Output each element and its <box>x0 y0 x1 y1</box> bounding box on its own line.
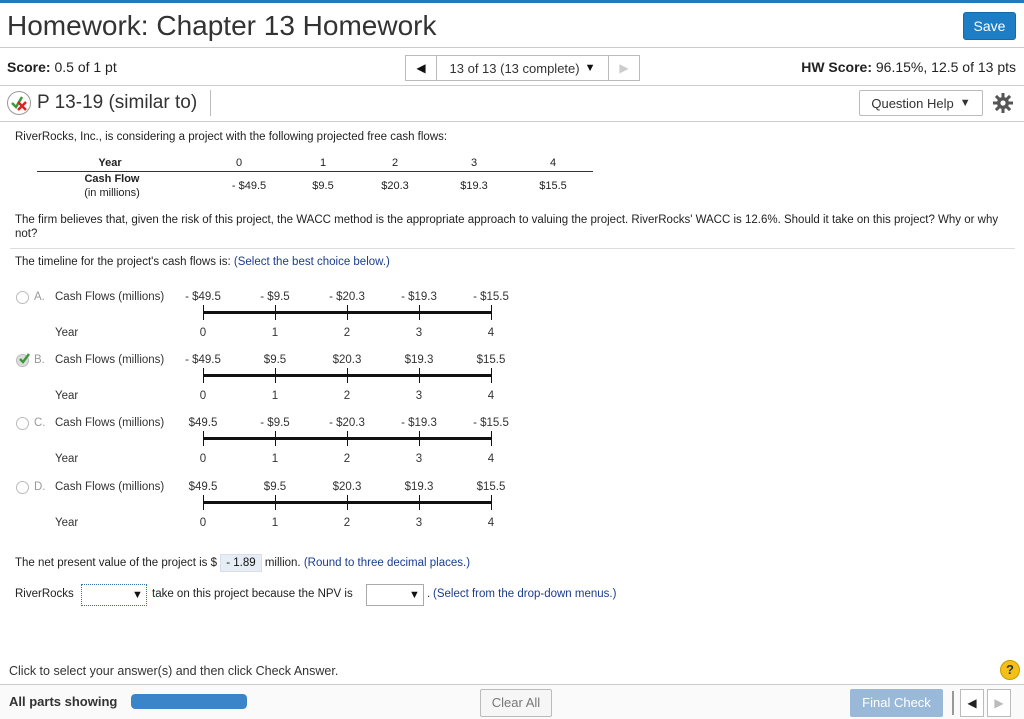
timeline-value: $15.5 <box>476 481 506 493</box>
chevron-down-icon: ▼ <box>584 62 596 74</box>
timeline-value: - $19.3 <box>401 291 437 303</box>
page-title: Homework: Chapter 13 Homework <box>7 10 437 41</box>
divider <box>0 47 1024 48</box>
table-rule <box>37 171 593 172</box>
timeline-value: $20.3 <box>332 354 362 366</box>
hw-score <box>801 59 1016 75</box>
timeline-tick <box>275 495 276 510</box>
timeline-prompt-text: The timeline for the project's cash flows is: <box>15 256 231 268</box>
decision-period: . <box>427 588 431 600</box>
table-cash-flow: - $49.5 <box>231 180 267 192</box>
question-nav <box>405 55 640 81</box>
timeline-tick <box>203 305 204 320</box>
question-title: P 13-19 (similar to) <box>37 92 198 113</box>
timeline-value: - $49.5 <box>185 291 221 303</box>
footer-instruction: Click to select your answer(s) and then click Check Answer. <box>9 664 339 678</box>
next-part-button[interactable]: ▶ <box>987 689 1011 717</box>
table-year: 1 <box>319 157 327 169</box>
timeline-tick <box>491 431 492 446</box>
timeline-tick <box>275 431 276 446</box>
npv-hint: (Round to three decimal places.) <box>303 557 471 569</box>
question-help-label: Question Help <box>871 95 954 111</box>
timeline-value: - $9.5 <box>260 417 290 429</box>
timeline-tick <box>203 368 204 383</box>
final-check-button[interactable]: Final Check <box>850 689 943 717</box>
table-year: 2 <box>391 157 399 169</box>
cash-flows-label: Cash Flows (millions) <box>55 291 165 303</box>
radio-button[interactable] <box>16 291 29 304</box>
save-button[interactable]: Save <box>963 12 1016 40</box>
dropdown-arrow-icon: ▼ <box>409 589 420 601</box>
cash-flows-label: Cash Flows (millions) <box>55 354 165 366</box>
option-letter: D. <box>34 481 46 493</box>
question-selector-label: 13 of 13 (13 complete) <box>449 60 580 76</box>
npv-line <box>15 554 470 572</box>
timeline-year: 3 <box>415 453 423 465</box>
decision-prefix: RiverRocks <box>15 588 74 600</box>
npv-answer-box[interactable]: - 1.89 <box>220 554 261 572</box>
timeline-year: 4 <box>487 517 495 529</box>
timeline-tick <box>491 368 492 383</box>
prev-question-button[interactable]: ◀ <box>405 55 437 81</box>
timeline-value: - $20.3 <box>329 291 365 303</box>
timeline-value: - $15.5 <box>473 417 509 429</box>
progress-bar <box>131 694 247 709</box>
question-intro: RiverRocks, Inc., is considering a project with the following projected free cash flows: <box>15 131 448 143</box>
timeline-tick <box>203 495 204 510</box>
timeline-tick <box>275 368 276 383</box>
decision-mid: take on this project because the NPV is <box>152 588 353 600</box>
timeline-value: - $15.5 <box>473 291 509 303</box>
timeline-prompt <box>15 256 390 268</box>
timeline-value: $20.3 <box>332 481 362 493</box>
timeline-tick <box>203 431 204 446</box>
top-accent-line <box>0 0 1024 3</box>
table-cf-header: Cash Flow <box>84 173 140 185</box>
timeline-year: 4 <box>487 390 495 402</box>
partial-credit-icon <box>6 90 32 116</box>
question-body: The firm believes that, given the risk of this project, the WACC method is the appropriate approach to valuing the project. RiverRocks' WACC is 12.6%. Should it take on this project? Why or why not? <box>15 214 999 240</box>
timeline-value: $9.5 <box>263 354 287 366</box>
timeline-value: - $9.5 <box>260 291 290 303</box>
timeline-tick <box>491 305 492 320</box>
timeline-tick <box>419 495 420 510</box>
score-label: Score: <box>7 59 51 75</box>
clear-all-button[interactable]: Clear All <box>480 689 552 717</box>
timeline-tick <box>347 305 348 320</box>
timeline-value: $9.5 <box>263 481 287 493</box>
table-year: 3 <box>470 157 478 169</box>
hw-score-label: HW Score: <box>801 59 872 75</box>
radio-selected[interactable] <box>16 354 29 367</box>
timeline-year: 3 <box>415 390 423 402</box>
timeline-year: 1 <box>271 390 279 402</box>
score <box>7 59 117 75</box>
timeline-hint: (Select the best choice below.) <box>233 256 390 268</box>
timeline-tick <box>491 495 492 510</box>
table-cash-flow: $15.5 <box>539 180 567 192</box>
npv-prefix: The net present value of the project is $ <box>15 557 218 569</box>
table-year: 4 <box>549 157 557 169</box>
option-letter: B. <box>34 354 45 366</box>
next-question-button[interactable]: ▶ <box>608 55 640 81</box>
option-letter: A. <box>34 291 45 303</box>
timeline-value: - $49.5 <box>185 354 221 366</box>
timeline-year: 4 <box>487 453 495 465</box>
hw-score-value: 96.15%, 12.5 of 13 pts <box>875 59 1016 75</box>
year-label: Year <box>55 390 79 402</box>
timeline-year: 3 <box>415 517 423 529</box>
question-help-button[interactable] <box>859 90 983 116</box>
help-icon[interactable]: ? <box>1000 660 1020 680</box>
timeline-tick <box>347 431 348 446</box>
timeline-year: 2 <box>343 453 351 465</box>
dropdown-arrow-icon: ▼ <box>132 589 143 601</box>
timeline-value: $19.3 <box>404 481 434 493</box>
timeline-year: 0 <box>199 453 207 465</box>
table-cf-units: (in millions) <box>84 187 140 199</box>
table-cash-flow: $19.3 <box>460 180 488 192</box>
timeline-value: $19.3 <box>404 354 434 366</box>
question-selector[interactable] <box>437 55 608 81</box>
decision-hint: (Select from the drop-down menus.) <box>433 588 617 600</box>
cash-flows-label: Cash Flows (millions) <box>55 481 165 493</box>
timeline-year: 0 <box>199 517 207 529</box>
divider <box>210 90 211 116</box>
timeline-year: 1 <box>271 517 279 529</box>
timeline-year: 2 <box>343 517 351 529</box>
timeline-tick <box>419 368 420 383</box>
question-header <box>6 90 197 116</box>
divider <box>0 85 1024 86</box>
chevron-down-icon: ▼ <box>959 97 971 109</box>
cash-flows-label: Cash Flows (millions) <box>55 417 165 429</box>
timeline-year: 3 <box>415 327 423 339</box>
timeline-tick <box>419 431 420 446</box>
year-label: Year <box>55 327 79 339</box>
timeline-tick <box>347 495 348 510</box>
check-icon <box>18 352 31 365</box>
timeline-year: 4 <box>487 327 495 339</box>
progress-fill <box>131 694 247 709</box>
divider <box>10 248 1015 249</box>
timeline-value: $49.5 <box>188 417 218 429</box>
timeline-year: 0 <box>199 327 207 339</box>
radio-button[interactable] <box>16 417 29 430</box>
npv-suffix: million. <box>264 557 301 569</box>
timeline-tick <box>275 305 276 320</box>
timeline-value: - $20.3 <box>329 417 365 429</box>
timeline-year: 1 <box>271 453 279 465</box>
timeline-value: $15.5 <box>476 354 506 366</box>
prev-part-button[interactable]: ◀ <box>960 689 984 717</box>
timeline-tick <box>419 305 420 320</box>
take-dropdown[interactable] <box>81 584 147 606</box>
option-letter: C. <box>34 417 46 429</box>
all-parts-label: All parts showing <box>9 694 118 709</box>
table-year: 0 <box>235 157 243 169</box>
gear-icon[interactable] <box>992 92 1014 114</box>
score-value: 0.5 of 1 pt <box>54 59 117 75</box>
table-year-header: Year <box>98 157 122 169</box>
timeline-value: - $19.3 <box>401 417 437 429</box>
year-label: Year <box>55 517 79 529</box>
timeline-value: $49.5 <box>188 481 218 493</box>
radio-button[interactable] <box>16 481 29 494</box>
divider <box>0 121 1024 122</box>
timeline-tick <box>347 368 348 383</box>
year-label: Year <box>55 453 79 465</box>
table-cash-flow: $20.3 <box>381 180 409 192</box>
divider <box>952 691 954 715</box>
timeline-year: 2 <box>343 327 351 339</box>
timeline-year: 0 <box>199 390 207 402</box>
table-cash-flow: $9.5 <box>312 180 334 192</box>
npv-sign-dropdown[interactable] <box>366 584 424 606</box>
timeline-year: 1 <box>271 327 279 339</box>
timeline-year: 2 <box>343 390 351 402</box>
